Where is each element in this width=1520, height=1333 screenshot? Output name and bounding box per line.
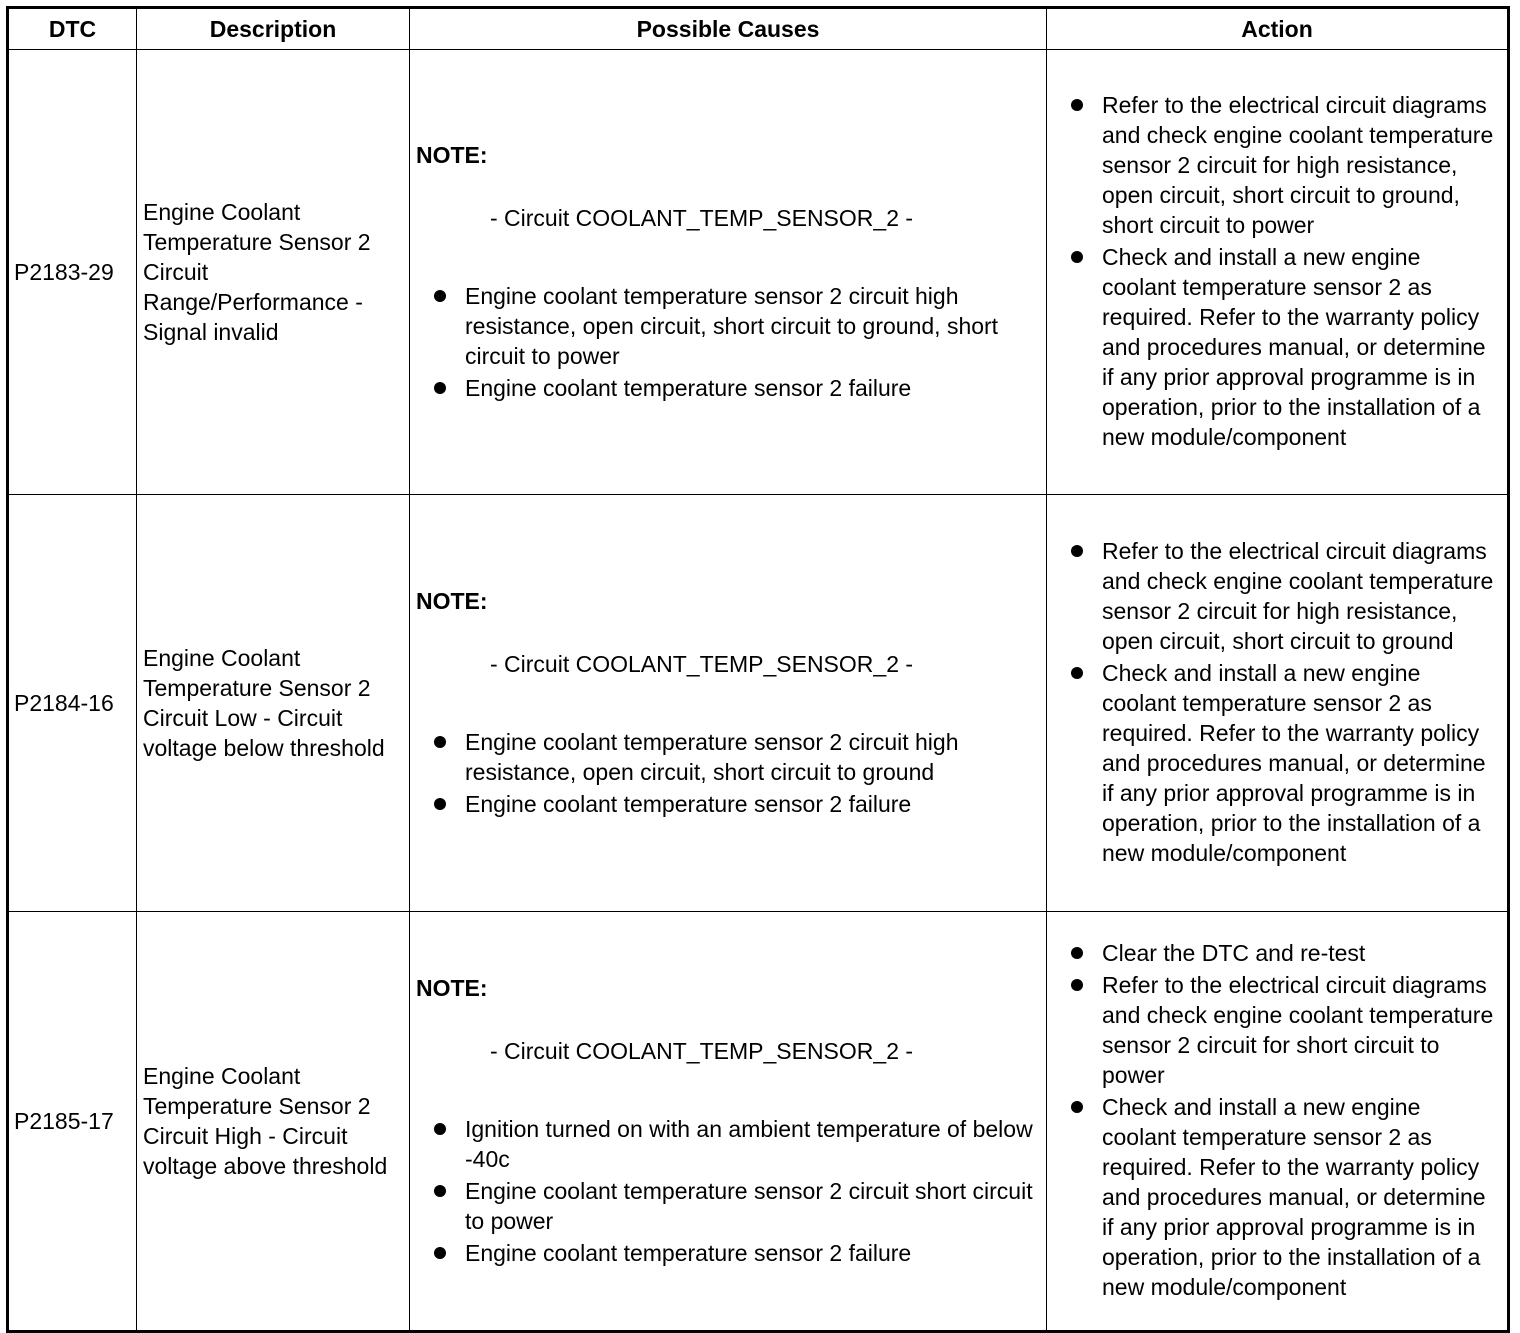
description-cell: Engine Coolant Temperature Sensor 2 Circuit Low - Circuit voltage below threshold <box>137 495 410 912</box>
list-item <box>416 1176 1038 1236</box>
action-text: Refer to the electrical circuit diagrams and check engine coolant temperature sensor 2 circuit for short circuit to power <box>1102 972 1494 1088</box>
table-row <box>8 912 1509 1332</box>
action-list <box>1053 90 1499 452</box>
cause-list <box>416 281 1038 403</box>
table-row <box>8 495 1509 912</box>
list-item <box>416 789 1038 819</box>
possible-causes-cell <box>410 495 1047 912</box>
dtc-code: P2183-29 <box>8 50 137 495</box>
possible-causes-cell <box>410 50 1047 495</box>
action-text: Check and install a new engine coolant temperature sensor 2 as required. Refer to the warranty policy and procedures manual, or determine if any prior approval programme is in operation, prior to the installation of a new module/component <box>1102 244 1486 450</box>
list-item <box>1053 242 1499 452</box>
bullet-icon <box>434 382 446 394</box>
header-row <box>8 8 1509 50</box>
action-cell <box>1047 912 1509 1332</box>
list-item <box>416 727 1038 787</box>
list-item <box>1053 1092 1499 1302</box>
action-cell <box>1047 50 1509 495</box>
bullet-icon <box>434 736 446 748</box>
action-text: Check and install a new engine coolant temperature sensor 2 as required. Refer to the warranty policy and procedures manual, or determine if any prior approval programme is in operation, prior to the installation of a new module/component <box>1102 660 1486 866</box>
cause-text: Engine coolant temperature sensor 2 circuit high resistance, open circuit, short circuit to ground, short circuit to power <box>465 282 999 369</box>
header-dtc: DTC <box>8 8 137 50</box>
bullet-icon <box>1071 251 1083 263</box>
note-label: NOTE: <box>416 587 488 614</box>
action-list <box>1053 536 1499 868</box>
list-item <box>1053 536 1499 656</box>
list-item <box>1053 970 1499 1090</box>
circuit-name: - Circuit COOLANT_TEMP_SENSOR_2 - <box>490 1037 914 1064</box>
dtc-code: P2184-16 <box>8 495 137 912</box>
list-item <box>1053 658 1499 868</box>
action-list <box>1053 938 1499 1302</box>
bullet-icon <box>1071 99 1083 111</box>
bullet-icon <box>434 1185 446 1197</box>
cause-text: Engine coolant temperature sensor 2 circuit high resistance, open circuit, short circuit to ground <box>465 728 959 785</box>
list-item <box>416 1238 1038 1268</box>
action-text: Clear the DTC and re-test <box>1102 940 1366 966</box>
description-cell: Engine Coolant Temperature Sensor 2 Circuit High - Circuit voltage above threshold <box>137 912 410 1332</box>
circuit-name: - Circuit COOLANT_TEMP_SENSOR_2 - <box>490 650 914 677</box>
dtc-code: P2185-17 <box>8 912 137 1332</box>
note-label: NOTE: <box>416 974 488 1001</box>
header-action: Action <box>1047 8 1509 50</box>
cause-list <box>416 1114 1038 1268</box>
bullet-icon <box>1071 1101 1083 1113</box>
header-possible-causes: Possible Causes <box>410 8 1047 50</box>
header-description: Description <box>137 8 410 50</box>
bullet-icon <box>1071 947 1083 959</box>
action-text: Refer to the electrical circuit diagrams and check engine coolant temperature sensor 2 circuit for high resistance, open circuit, short circuit to ground, short circuit to power <box>1102 92 1494 238</box>
cause-text: Engine coolant temperature sensor 2 circuit short circuit to power <box>465 1177 1033 1234</box>
bullet-icon <box>434 1123 446 1135</box>
description-cell: Engine Coolant Temperature Sensor 2 Circuit Range/Performance - Signal invalid <box>137 50 410 495</box>
action-cell <box>1047 495 1509 912</box>
cause-text: Engine coolant temperature sensor 2 failure <box>465 1239 912 1266</box>
list-item <box>416 281 1038 371</box>
cause-list <box>416 727 1038 819</box>
bullet-icon <box>1071 545 1083 557</box>
dtc-table <box>6 6 1510 1333</box>
cause-text: Engine coolant temperature sensor 2 failure <box>465 790 912 817</box>
list-item <box>416 1114 1038 1174</box>
bullet-icon <box>1071 667 1083 679</box>
cause-text: Ignition turned on with an ambient temperature of below -40c <box>465 1115 1033 1172</box>
cause-text: Engine coolant temperature sensor 2 failure <box>465 374 912 401</box>
list-item <box>416 373 1038 403</box>
list-item <box>1053 90 1499 240</box>
bullet-icon <box>434 1247 446 1259</box>
action-text: Refer to the electrical circuit diagrams and check engine coolant temperature sensor 2 circuit for high resistance, open circuit, short circuit to ground <box>1102 538 1494 654</box>
bullet-icon <box>1071 979 1083 991</box>
table-row <box>8 50 1509 495</box>
possible-causes-cell <box>410 912 1047 1332</box>
bullet-icon <box>434 290 446 302</box>
bullet-icon <box>434 798 446 810</box>
action-text: Check and install a new engine coolant temperature sensor 2 as required. Refer to the warranty policy and procedures manual, or determine if any prior approval programme is in operation, prior to the installation of a new module/component <box>1102 1094 1486 1300</box>
circuit-name: - Circuit COOLANT_TEMP_SENSOR_2 - <box>490 204 914 231</box>
note-label: NOTE: <box>416 141 488 168</box>
list-item <box>1053 938 1499 968</box>
